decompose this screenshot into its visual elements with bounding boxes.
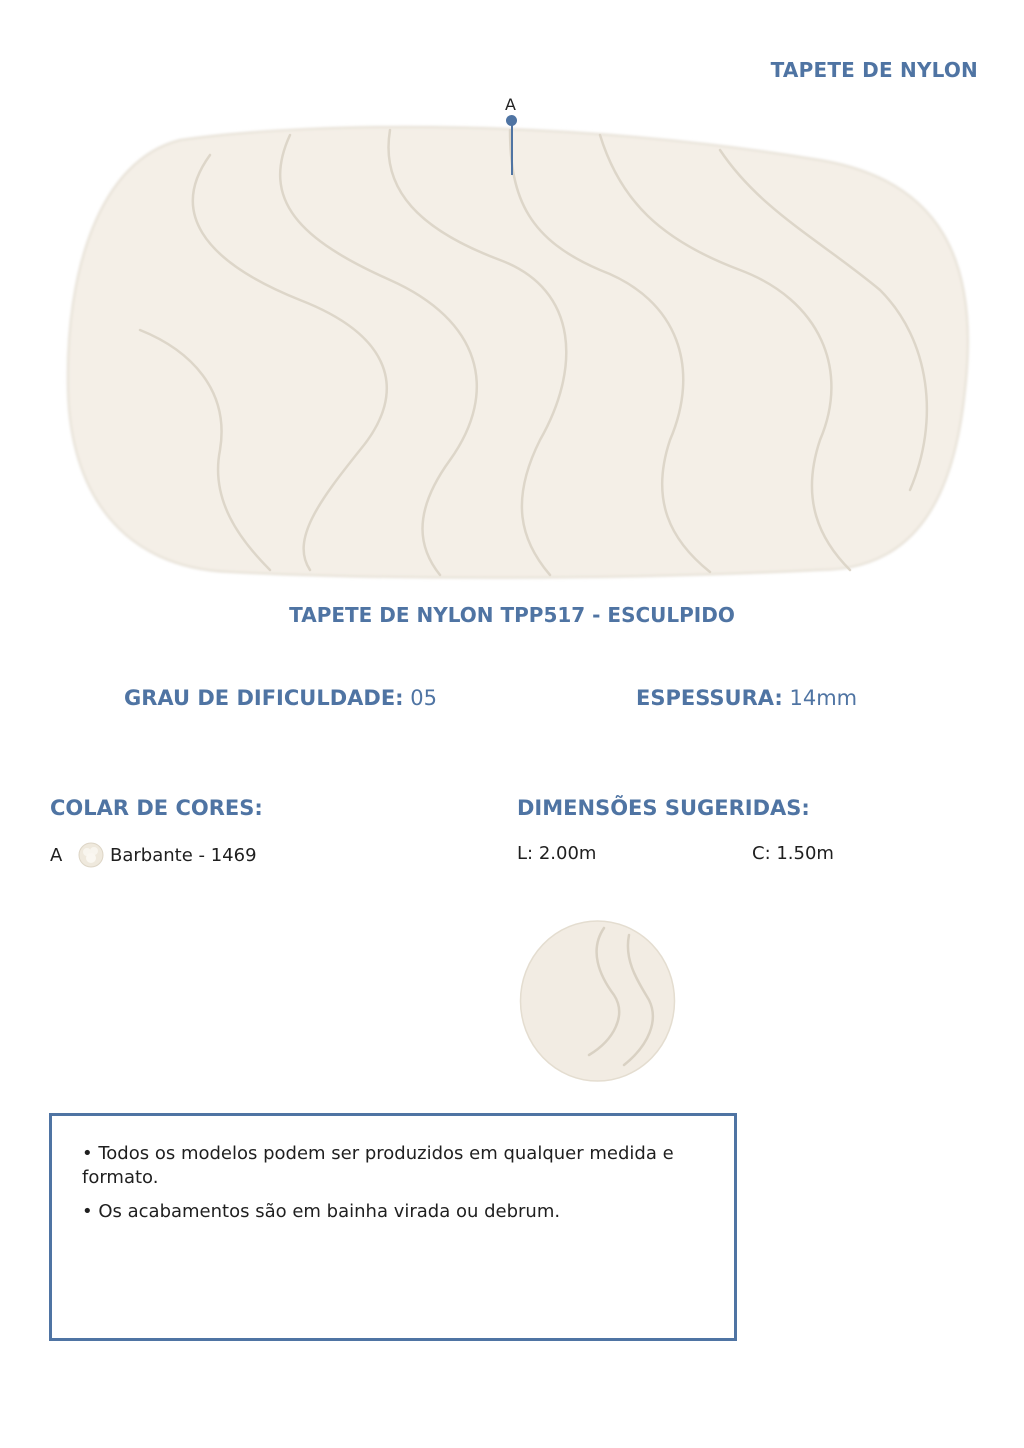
dimension-width: L: 2.00m bbox=[517, 843, 597, 864]
difficulty-value: 05 bbox=[410, 686, 437, 710]
texture-detail-image bbox=[519, 920, 676, 1082]
difficulty-label: GRAU DE DIFICULDADE: bbox=[124, 686, 404, 710]
thickness-value: 14mm bbox=[789, 686, 858, 710]
color-letter: A bbox=[50, 844, 63, 866]
yarn-swatch-icon bbox=[78, 842, 104, 868]
notes-box bbox=[49, 1113, 737, 1341]
colors-section-title: COLAR DE CORES: bbox=[50, 796, 263, 820]
product-title: TAPETE DE NYLON TPP517 - ESCULPIDO bbox=[289, 603, 735, 627]
rug-image bbox=[60, 90, 980, 590]
dimension-length: C: 1.50m bbox=[752, 843, 834, 864]
thickness-spec bbox=[636, 686, 857, 710]
note-item: • Os acabamentos são em bainha virada ou debrum. bbox=[82, 1201, 561, 1222]
page-category-title: TAPETE DE NYLON bbox=[770, 58, 978, 82]
color-item bbox=[50, 842, 257, 868]
difficulty-spec bbox=[124, 686, 437, 710]
color-marker-line bbox=[511, 123, 513, 175]
note-item: • Todos os modelos podem ser produzidos em qualquer medida e formato. bbox=[82, 1143, 674, 1188]
thickness-label: ESPESSURA: bbox=[636, 686, 783, 710]
color-name: Barbante - 1469 bbox=[110, 844, 257, 866]
dimensions-section-title: DIMENSÕES SUGERIDAS: bbox=[517, 796, 810, 820]
color-marker-label: A bbox=[505, 95, 516, 114]
